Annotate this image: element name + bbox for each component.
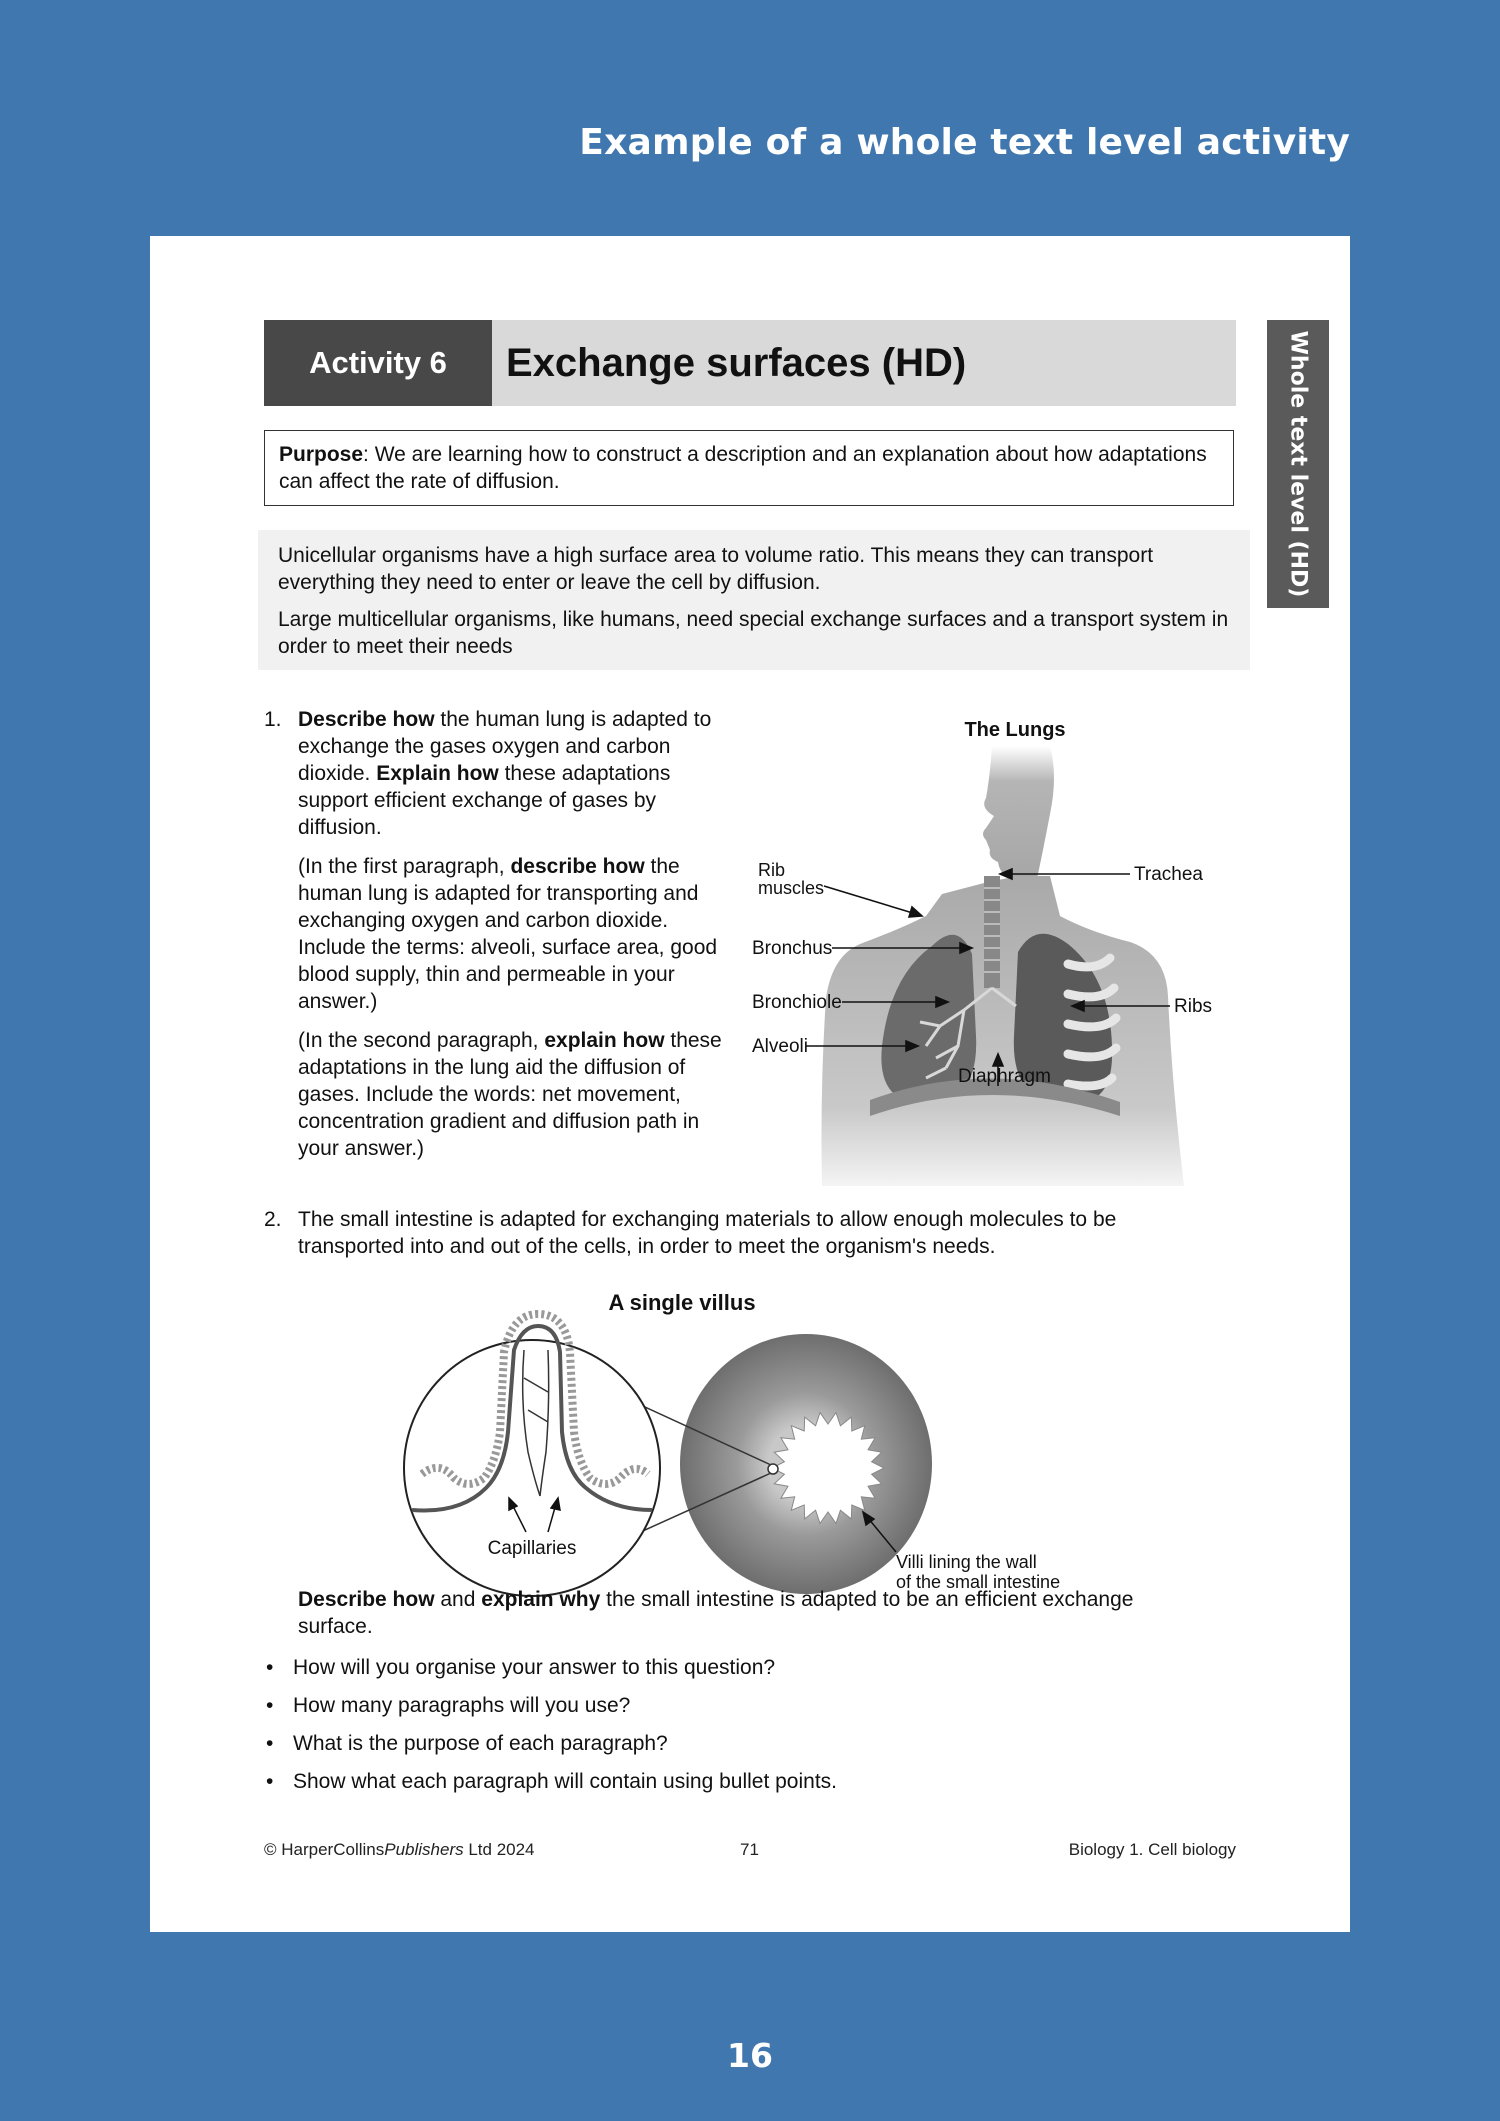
label-villi-lining: of the small intestine	[896, 1572, 1061, 1592]
head-silhouette	[983, 746, 1054, 888]
footer-subject: Biology 1. Cell biology	[1068, 1840, 1236, 1859]
label-capillaries: Capillaries	[487, 1538, 577, 1559]
guidance-list	[264, 1654, 1164, 1806]
label-villi-lining: Villi lining the wall	[896, 1552, 1037, 1572]
side-tab	[1267, 320, 1329, 608]
intro-paragraph: Large multicellular organisms, like humans, need special exchange surfaces and a transport system in order to meet their needs	[278, 608, 1229, 658]
text: these adaptations in the lung aid the diffusion of gases. Include the words: net movement, concentration gradient and diffusion path in your answer.)	[298, 1029, 722, 1160]
bold-text: Describe how	[298, 708, 435, 731]
purpose-text: : We are learning how to construct a description and an explanation about how adaptations can affect the rate of diffusion.	[279, 443, 1207, 493]
activity-title: Exchange surfaces (HD)	[506, 341, 967, 385]
list-item: • How many paragraphs will you use?	[264, 1692, 1164, 1719]
label-bronchiole: Bronchiole	[752, 992, 842, 1013]
page-heading: Example of a whole text level activity	[579, 122, 1350, 163]
label-rib-muscles: Rib	[758, 860, 786, 880]
question-2-task	[298, 1586, 1198, 1640]
text: the human lung is adapted for transporting and exchanging oxygen and carbon dioxide. Include the terms: alveoli, surface area, good blood supply, thin and permeable in your answer.)	[298, 855, 718, 1013]
question-1-paragraph-2	[298, 853, 734, 1015]
text: the human lung is adapted to exchange the gases oxygen and carbon dioxide.	[298, 708, 712, 785]
intro-paragraph: Unicellular organisms have a high surface area to volume ratio. This means they can transport everything they need to enter or leave the cell by diffusion.	[278, 544, 1154, 594]
activity-header	[264, 320, 1236, 406]
footer-page: 71	[740, 1840, 759, 1859]
question-number: 2.	[264, 1208, 282, 1231]
bold-text: describe how	[510, 855, 645, 878]
purpose-label: Purpose	[279, 443, 364, 466]
bold-text: Explain how	[376, 762, 499, 785]
label-diaphragm: Diaphragm	[958, 1066, 1051, 1087]
question-1-paragraph-1	[298, 706, 734, 841]
question-number: 1.	[264, 708, 282, 731]
text: (In the second paragraph,	[298, 1029, 545, 1052]
bold-text: explain why	[481, 1588, 601, 1611]
list-item: • Show what each paragraph will contain using bullet points.	[264, 1768, 1164, 1795]
label-ribs: Ribs	[1174, 996, 1213, 1017]
question-1	[264, 706, 734, 1174]
list-item: • How will you organise your answer to this question?	[264, 1654, 1164, 1681]
activity-label: Activity 6	[264, 320, 492, 406]
lungs-diagram	[750, 706, 1390, 1196]
text: Ltd 2024	[463, 1840, 535, 1859]
label-rib-muscles: muscles	[758, 878, 825, 898]
purpose-box	[264, 430, 1234, 506]
label-alveoli: Alveoli	[752, 1036, 808, 1057]
worksheet-page	[150, 236, 1350, 1932]
bold-text: Describe how	[298, 1588, 435, 1611]
lungs-title: The Lungs	[964, 719, 1066, 741]
label-trachea: Trachea	[1134, 864, 1203, 885]
text: and	[434, 1588, 482, 1611]
label-bronchus: Bronchus	[752, 938, 833, 959]
text: (In the first paragraph,	[298, 855, 511, 878]
intro-box	[258, 530, 1250, 670]
list-item: • What is the purpose of each paragraph?	[264, 1730, 1164, 1757]
footer-copyright	[264, 1840, 535, 1860]
bold-text: explain how	[544, 1029, 665, 1052]
text: Publishers	[384, 1840, 464, 1859]
villus-diagram	[400, 1282, 1260, 1612]
text: © HarperCollins	[264, 1840, 385, 1859]
villus-title: A single villus	[608, 1290, 756, 1315]
text: these adaptations support efficient exchange of gases by diffusion.	[298, 762, 671, 839]
side-tab-label: Whole text level (HD)	[1285, 330, 1311, 598]
text: the small intestine is adapted to be an efficient exchange surface.	[298, 1588, 1134, 1638]
torso-silhouette	[822, 876, 1185, 1186]
page-number: 16	[727, 2036, 773, 2075]
question-2	[264, 1206, 1214, 1260]
question-1-paragraph-3	[298, 1027, 734, 1162]
question-2-text: The small intestine is adapted for exchanging materials to allow enough molecules to be transported into and out of the cells, in order to meet the organism's needs.	[298, 1208, 1117, 1258]
